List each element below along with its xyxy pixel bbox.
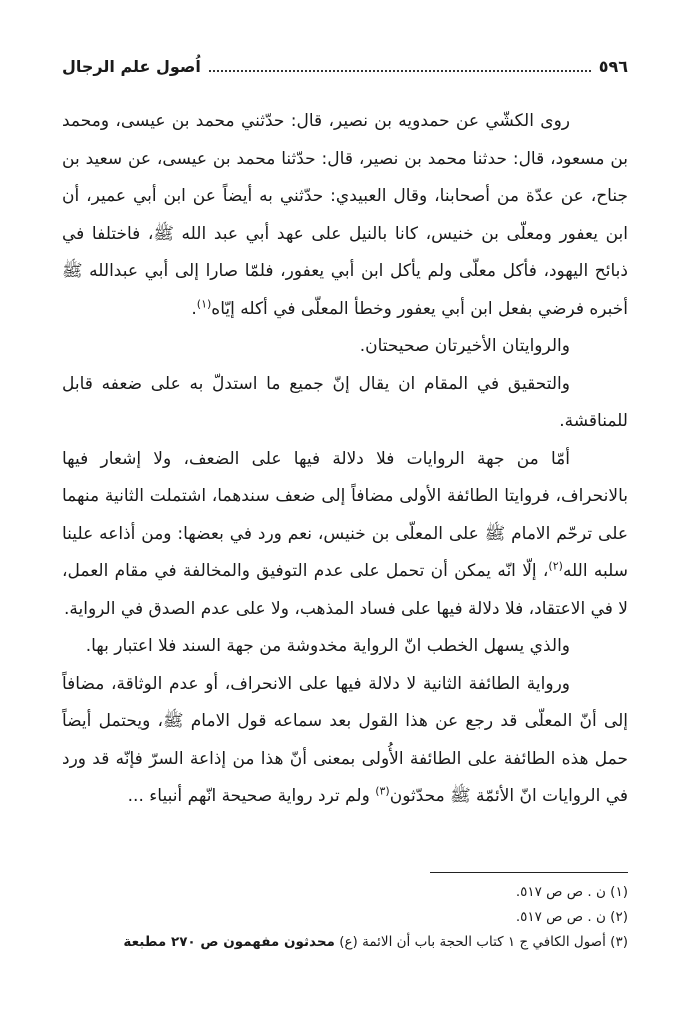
footnote: (٣) أصول الكافي ج ١ كتاب الحجة باب أن الائمة (ع) محدثون مفهمون ص ٢٧٠ مطبعة	[123, 934, 628, 950]
footnote: (١) ن . ص ص ٥١٧.	[515, 884, 628, 900]
running-header	[62, 54, 628, 78]
paragraph: ورواية الطائفة الثانية لا دلالة فيها على الانحراف، أو عدم الوثاقة، مضافاً إلى أنّ المعلّى قد رجع عن هذا القول بعد سماعه قول الامام ﷺ، ويحتمل أيضاً حمل هذه الطائفة على الطائفة الأُولى بمعنى أنّ هذا من إذاعة السرّ فإنّه قد ورد في الروايات انّ الأئمّة ﷺ محدّثون$^{(٣)}$ ولم ترد رواية صحيحة انّهم أنبياء ...	[62, 673, 628, 806]
footnote-ref[interactable]: (٣)	[375, 784, 390, 798]
main-text	[62, 103, 628, 816]
paragraph: أمّا من جهة الروايات فلا دلالة فيها على الضعف، ولا إشعار فيها بالانحراف، فروايتا الطائفة الأولى مضافاً إلى ضعف سندهما، اشتملت الثانية منهما على ترحّم الامام ﷺ على المعلّى بن خنيس، نعم ورد في بعضها: ومن أذاعه علينا سلبه الله$^{(٢)}$، إلّا انّه يمكن أن تحمل على عدم التوفيق والمخالفة في مقام العمل، لا في الاعتقاد، فلا دلالة فيها على فساد المذهب، ولا على عدم الصدق في الرواية.	[62, 448, 629, 619]
paragraph: والروايتان الأخيرتان صحيحتان.	[359, 336, 570, 356]
footnote-separator	[430, 872, 628, 873]
paragraph: والتحقيق في المقام ان يقال إنّ جميع ما استدلّ به على ضعفه قابل للمناقشة.	[62, 373, 628, 431]
footnotes	[62, 880, 628, 955]
paragraph: والذي يسهل الخطب انّ الرواية مخدوشة من جهة السند فلا اعتبار بها.	[85, 636, 570, 656]
footnote-ref[interactable]: (١)	[196, 296, 212, 310]
footnote-ref[interactable]: (٢)	[548, 559, 563, 573]
header-leader-dots	[209, 60, 591, 72]
footnote: (٢) ن . ص ص ٥١٧.	[515, 909, 628, 925]
running-title: اُصول علم الرجال	[62, 56, 201, 76]
paragraph: روى الكشّي عن حمدويه بن نصير، قال: حدّثني محمد بن عيسى، ومحمد بن مسعود، قال: حدثنا محمد بن نصير، قال: حدّثنا محمد بن عيسى، عن سعيد بن جناح، عن عدّة من أصحابنا، وقال العبيدي: حدّثني به أيضاً عن ابن أبي عمير، أن ابن يعفور ومعلّى بن خنيس، كانا بالنيل على عهد أبي عبد الله ﷺ، فاختلفا في ذبائح اليهود، فأكل معلّى ولم يأكل ابن أبي يعفور، فلمّا صارا إلى أبي عبدالله ﷺ أخبره فرضي بفعل ابن أبي يعفور وخطأ المعلّى في أكله إيّاه$^{(١)}$.	[62, 111, 628, 319]
page-number: ٥٩٦	[598, 56, 628, 76]
